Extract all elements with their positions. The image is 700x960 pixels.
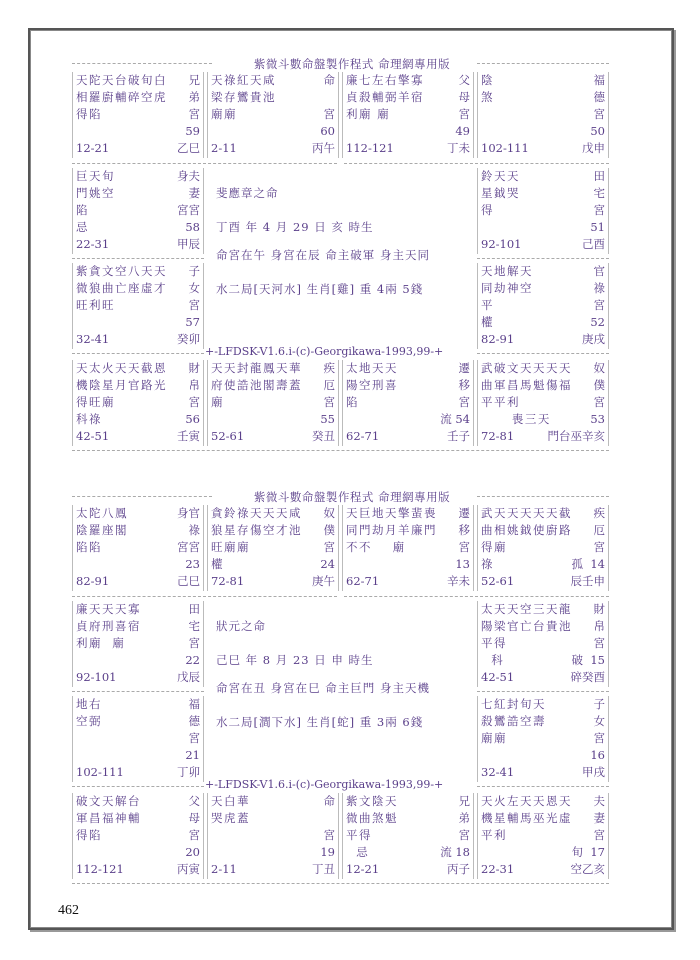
dashed-rule [477,496,609,497]
palace-you: 鈴天天 田 星鉞哭 宅 得 宮 51 92-101 己酉 [477,168,609,254]
dashed-rule [344,596,609,597]
palace-chen: 巨天旬 身夫 門姚空 妻 陷 宮宮 忌 58 22-31 甲辰 [72,168,204,254]
birth-datetime: 己巳 年 8 月 23 日 申 時生 [216,653,374,667]
palace-mao: 地右 福 空弼 德 宮 21 102-111 丁卯 [72,696,204,782]
page-number: 462 [58,903,79,918]
element-summary: 水二局[天河水] 生肖[雞] 重 4兩 5錢 [216,282,424,296]
palace-mao: 紫貪文空八天天 子 微狼曲亡座虛才 女 旺利旺 宮 57 32-41 癸卯 [72,263,204,349]
element-summary: 水二局[澗下水] 生肖[蛇] 重 3兩 6錢 [216,715,424,729]
dashed-rule [72,163,337,164]
palace-chen: 廉天天天寡 田 貞府刑喜宿 宅 利廟 廟 宮 22 92-101 戊辰 [72,601,204,687]
copyright-line: +-LFDSK-V1.6.i-(c)-Georgikawa-1993,99-+ [205,778,444,791]
chart-subject-name: 斐應章之命 [216,186,279,200]
palace-hai: 天火左天天恩天 夫 機星輔馬巫光虛 妻 平利 宮 旬 17 22-31 空乙亥 [477,793,609,879]
palace-si: 太陀八鳳 身官 陰羅座閣 祿 陷陷 宮宮 23 82-91 己巳 [72,505,204,591]
palace-xu: 七紅封旬天 子 殺鸞誥空壽 女 廟廟 宮 16 32-41 甲戌 [477,696,609,782]
chart-subject-name: 狀元之命 [216,619,266,633]
palace-wu: 貪鈴祿天天天咸 奴 狼星存傷空才池 僕 旺廟廟 宮 權 24 72-81 庚午 [207,505,339,591]
palace-wei: 天巨地天擎蜚喪 遷 同門劫月羊廉門 移 不不 廟 宮 13 62-71 辛未 [342,505,474,591]
dashed-rule [477,786,609,787]
dashed-rule [72,496,212,497]
copyright-line: +-LFDSK-V1.6.i-(c)-Georgikawa-1993,99-+ [205,345,444,358]
dashed-rule [477,258,609,259]
chart-center-info [210,601,474,787]
chart-header [72,56,612,72]
dashed-rule [344,163,609,164]
dashed-rule [477,63,609,64]
dashed-rule [72,353,204,354]
dashed-rule [72,258,204,259]
palace-you: 太天天空三天龍 財 陽梁官亡台貴池 帛 平得 宮 科 破 15 42-51 碎癸酉 [477,601,609,687]
palace-wu: 天祿紅天咸 命 梁存鸞貴池 廟廟 宮 60 2-11 丙午 [207,72,339,158]
palace-xu: 天地解天 官 同劫神空 祿 平 宮 權 52 82-91 庚戌 [477,263,609,349]
dashed-rule [72,63,212,64]
dashed-rule [72,883,609,884]
palace-yin: 天太火天天截恩 財 機陰星月官路光 帛 得旺廟 宮 科祿 56 42-51 壬寅 [72,360,204,446]
dashed-rule [72,596,337,597]
chart-header [72,489,612,505]
palace-yin: 破文天解台 父 軍昌福神輔 母 得陷 宮 20 112-121 丙寅 [72,793,204,879]
chart-center-info [210,168,474,354]
palace-shen: 武天天天天天截 疾 曲相姚鉞使廚路 厄 得廟 宮 祿 孤 14 52-61 辰壬申 [477,505,609,591]
dashed-rule [477,691,609,692]
dashed-rule [72,691,204,692]
dashed-rule [72,786,204,787]
palace-wei: 廉七左右擎寡 父 貞殺輔弼羊宿 母 利廟 廟 宮 49 112-121 丁未 [342,72,474,158]
palace-summary: 命宮在丑 身宮在巳 命主巨門 身主天機 [216,681,430,695]
palace-zi: 紫文陰天 兄 微曲煞魁 弟 平得 宮 忌 流 18 12-21 丙子 [342,793,474,879]
birth-datetime: 丁酉 年 4 月 29 日 亥 時生 [216,220,374,234]
palace-chou: 天白華 命 哭虎蓋 宮 19 2-11 丁丑 [207,793,339,879]
palace-shen: 陰 福 煞 德 宮 50 102-111 戊申 [477,72,609,158]
palace-summary: 命宮在午 身宮在辰 命主破軍 身主天同 [216,248,430,262]
palace-hai: 武破文天天天天 奴 曲軍昌馬魁傷福 僕 平平利 宮 喪三天 53 72-81 門台巫辛亥 [477,360,609,446]
chart-title: 紫微斗數命盤製作程式 命理網專用版 [253,490,451,504]
palace-si: 天陀天台破旬白 兄 相羅廚輔碎空虎 弟 得陷 宮 59 12-21 乙巳 [72,72,204,158]
palace-chou: 天天封龍鳳天華 疾 府使誥池閣壽蓋 厄 廟 宮 55 52-61 癸丑 [207,360,339,446]
dashed-rule [477,353,609,354]
palace-zi: 太地天天 遷 陽空刑喜 移 陷 宮 流 54 62-71 壬子 [342,360,474,446]
dashed-rule [72,450,609,451]
chart-title: 紫微斗數命盤製作程式 命理網專用版 [253,57,451,71]
